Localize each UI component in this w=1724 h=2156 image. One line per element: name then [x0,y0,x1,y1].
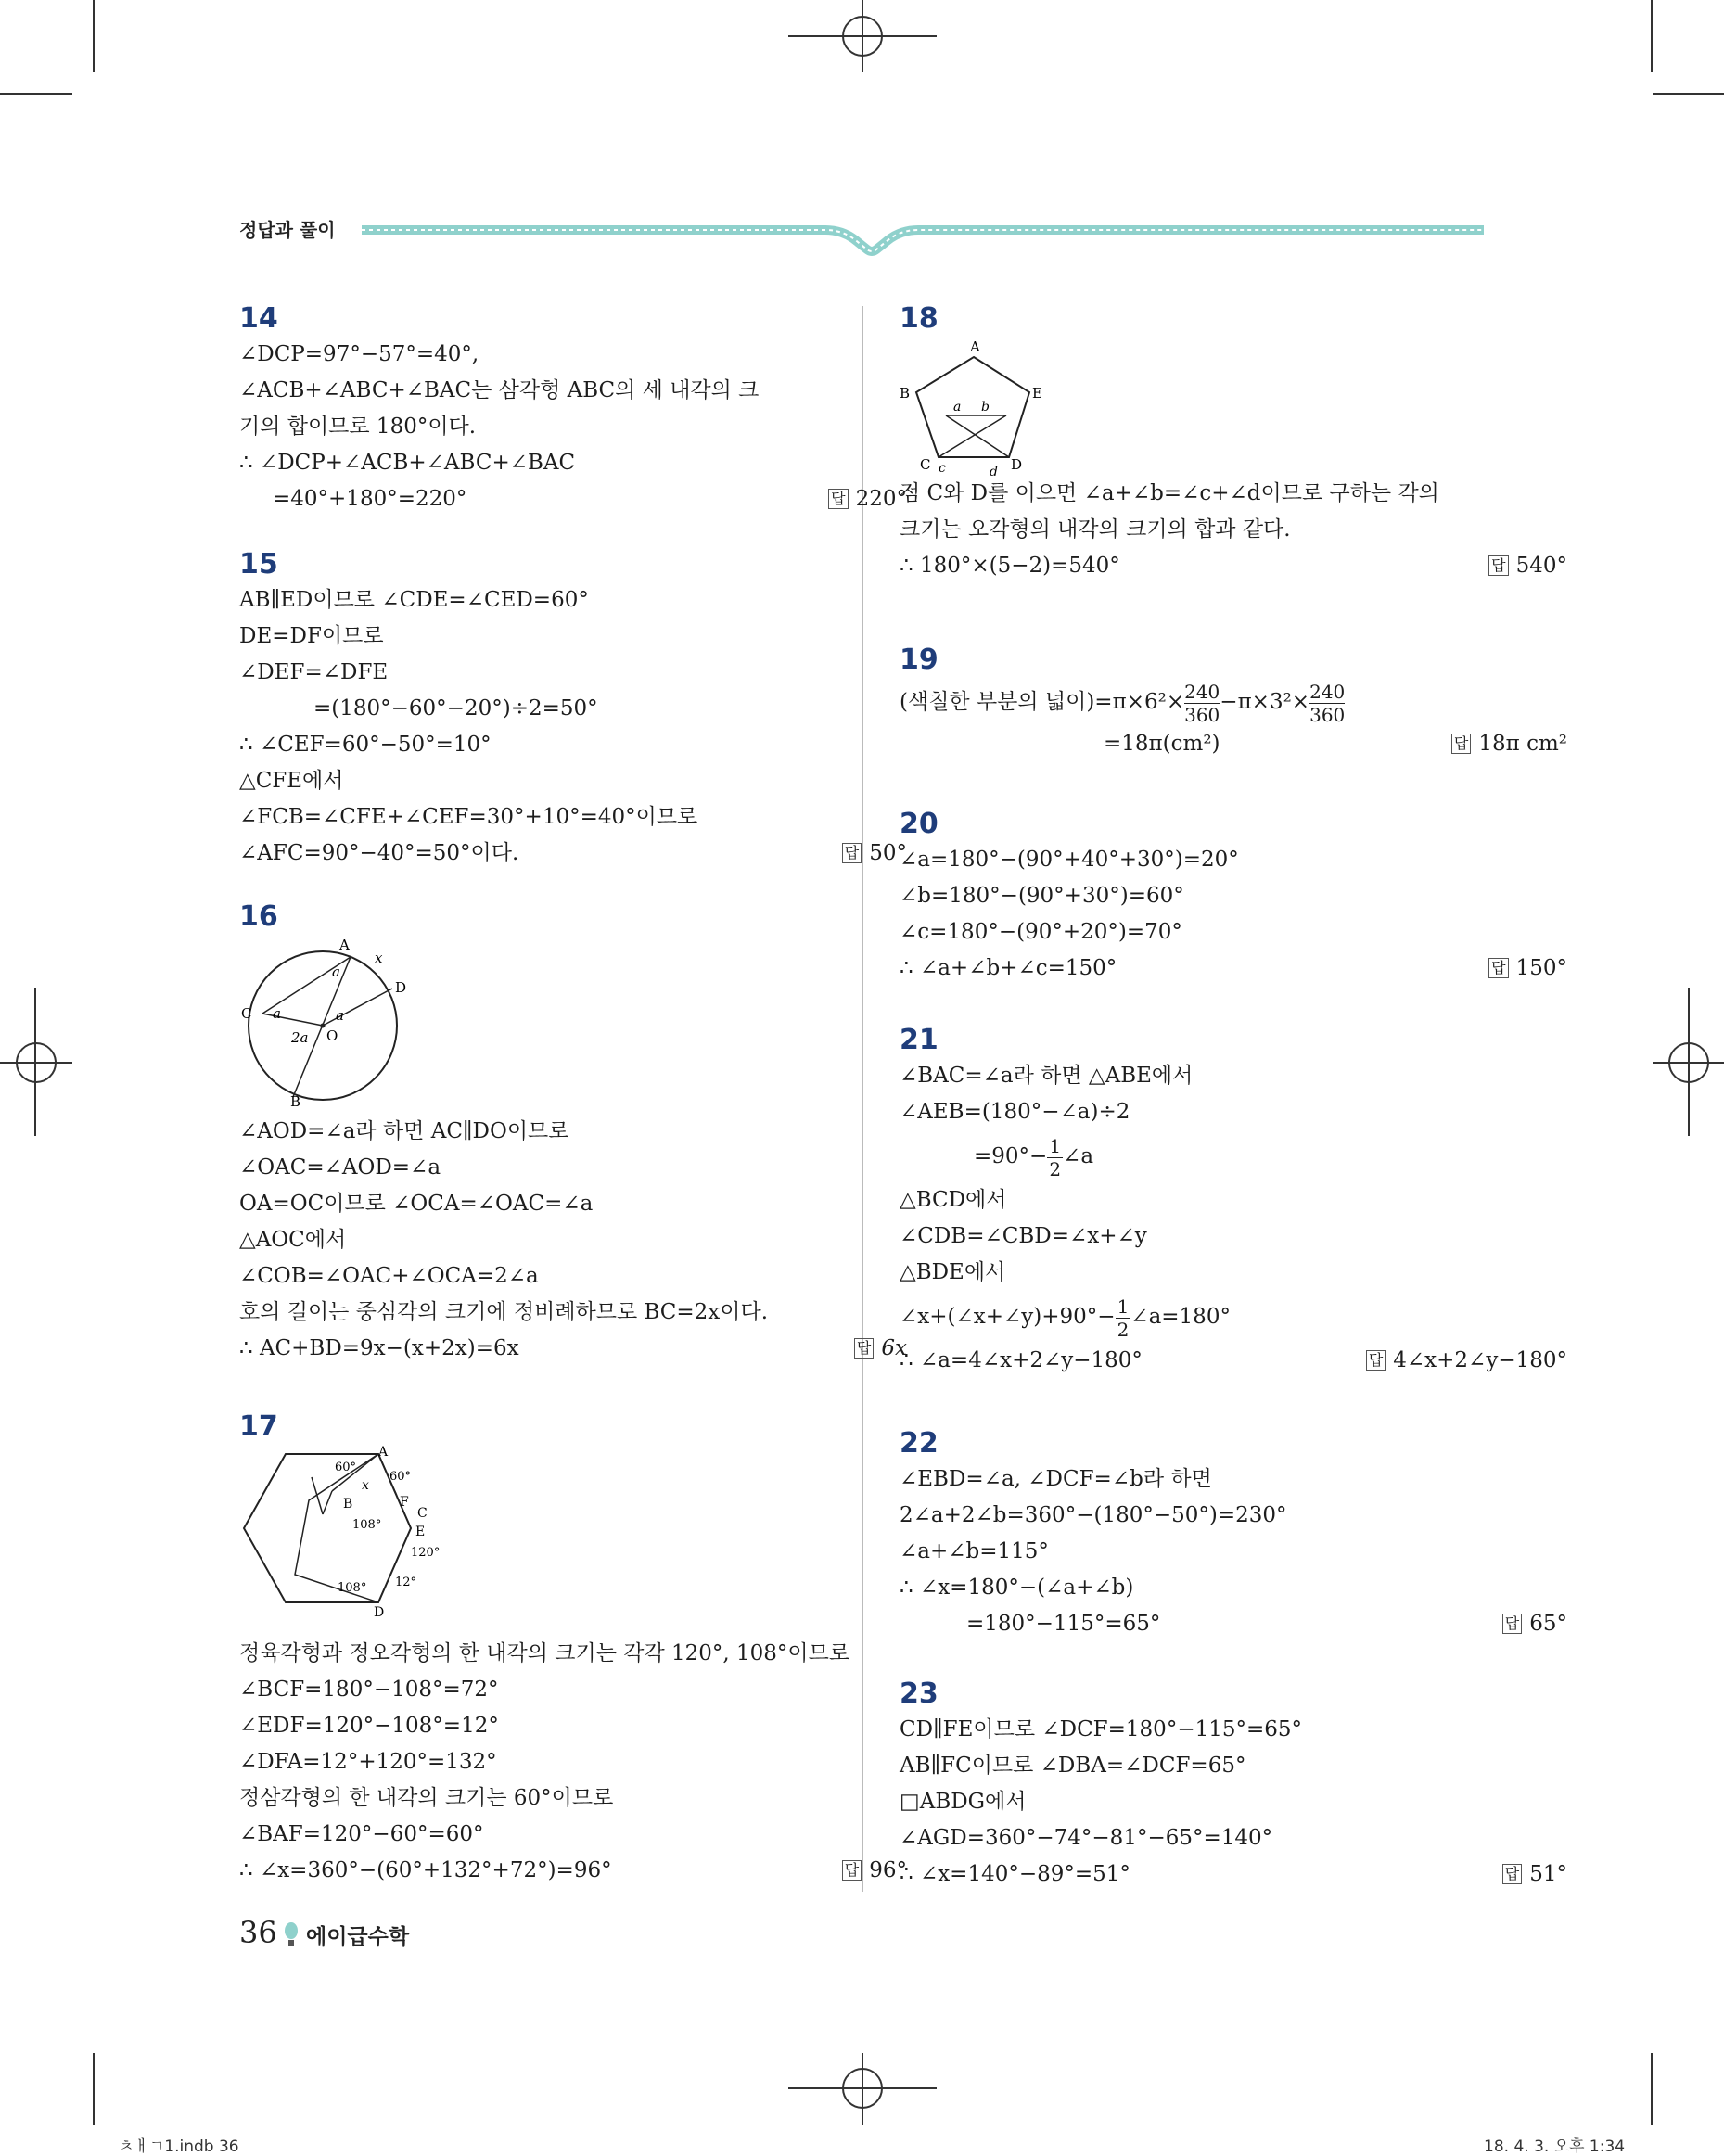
figure-label: a [336,1007,344,1024]
answer-value: 96° [869,1858,907,1882]
solution-text: ∠a=180° [1130,1305,1231,1329]
answer-mark: 답 [1451,734,1471,754]
answer [828,481,907,517]
answer [1488,548,1567,584]
solution-line [239,836,907,872]
solution-line [900,1606,1567,1642]
figure-label: E [1032,385,1042,402]
crop-mark [1653,93,1724,95]
solution-line: CD∥FE이므로 ∠DCF=180°−115°=65° [900,1717,1303,1741]
solution-text: ∠x+(∠x+∠y)+90°− [900,1305,1116,1329]
answer-mark: 답 [842,1860,862,1881]
solution-line: ∠FCB=∠CFE+∠CEF=30°+10°=40°이므로 [239,805,698,829]
figure-label: B [900,385,911,402]
figure-label: x [362,1478,369,1493]
solution-line: 2∠a+2∠b=360°−(180°−50°)=230° [900,1503,1287,1527]
solution-line: ∠BAF=120°−60°=60° [239,1822,484,1846]
circle-figure [239,935,425,1106]
figure-label: A [970,338,980,355]
section-title: 정답과 풀이 [239,219,336,241]
solution-line: ∠ACB+∠ABC+∠BAC는 삼각형 ABC의 세 내각의 크 [239,378,760,402]
figure-label: a [953,400,962,415]
solution-line: ∠AEB=(180°−∠a)÷2 [900,1100,1130,1124]
answer [842,836,907,872]
figure-label: 108° [352,1518,382,1532]
figure-label: O [326,1027,338,1044]
solution-text: =18π(cm²) [1104,732,1220,756]
figure-label: B [343,1497,353,1512]
problem-14 [239,301,907,517]
problem-number: 18 [900,302,939,335]
solution-line: ∴ ∠CEF=60°−50°=10° [239,733,492,757]
problem-number: 19 [900,644,939,676]
answer-mark: 답 [854,1338,874,1359]
figure-label: C [241,1005,252,1022]
problem-number: 22 [900,1427,939,1460]
solution-line: ∠DCP=97°−57°=40°, [239,342,479,366]
figure-label: F [400,1495,409,1510]
fraction-denominator: 2 [1049,1157,1062,1180]
solution-line: ∠BCF=180°−108°=72° [239,1678,499,1702]
problem-19 [900,643,1567,762]
problem-15 [239,547,907,872]
figure-label: 108° [338,1581,367,1595]
hexagon-pentagon-figure [239,1445,462,1630]
answer-value: 6x [881,1336,907,1360]
solution-line: △BCD에서 [900,1188,1007,1212]
solution-line [900,1291,1567,1343]
crop-mark [1651,2053,1653,2125]
answer-mark: 답 [1502,1864,1522,1884]
solution-line: ∠DFA=12°+120°=132° [239,1750,497,1774]
solution-line: 기의 합이므로 180°이다. [239,415,477,439]
solution-line: □ABDG에서 [900,1790,1027,1814]
solution-line: ∠EBD=∠a, ∠DCF=∠b라 하면 [900,1467,1212,1491]
solution-text: =180°−115°=65° [966,1612,1161,1636]
solution-line: ∠BAC=∠a라 하면 △ABE에서 [900,1064,1194,1088]
figure-label: D [1011,456,1023,473]
solution-line: ∠AGD=360°−74°−81°−65°=140° [900,1826,1273,1850]
solution-line: ∠c=180°−(90°+20°)=70° [900,920,1182,944]
solution-text: (색칠한 부분의 넓이)=π×6²× [900,690,1185,714]
figure-label: A [339,937,350,953]
crop-mark [93,0,95,72]
answer-value: 540° [1515,554,1567,578]
problem-number: 20 [900,808,939,840]
fraction [1309,681,1345,726]
solution-line: ∠a+∠b=115° [900,1539,1049,1563]
figure-label: D [395,979,407,996]
problem-23 [900,1677,1567,1893]
crop-mark [0,93,72,95]
problem-number: 14 [239,302,278,335]
figure-label: a [273,1005,281,1022]
solution-text: ∴ AC+BD=9x−(x+2x)=6x [239,1336,519,1360]
figure-label: C [417,1506,428,1521]
figure-label: C [920,456,931,473]
answer-value: 4∠x+2∠y−180° [1393,1348,1567,1372]
solution-line [900,1343,1567,1379]
fraction [1047,1135,1063,1180]
header-rule [362,211,1484,258]
fraction [1116,1295,1131,1341]
figure-label: 120° [411,1546,441,1560]
figure-label: c [939,461,946,476]
pentagon-figure [900,337,1057,476]
solution-line [900,950,1567,987]
fraction-numerator: 1 [1117,1295,1130,1318]
solution-line: AB∥FC이므로 ∠DBA=∠DCF=65° [900,1754,1246,1778]
answer-value: 150° [1515,956,1567,980]
solution-text: ∴ 180°×(5−2)=540° [900,554,1120,578]
figure-label: E [415,1525,426,1539]
print-slug-file: ㅊㅐㄱ1.indb 36 [119,2137,239,2156]
solution-line: 점 C와 D를 이으면 ∠a+∠b=∠c+∠d이므로 구하는 각의 [900,481,1439,505]
solution-text: ∴ ∠x=140°−89°=51° [900,1862,1130,1886]
figure-label: x [375,950,383,966]
figure-label: a [332,963,340,980]
solution-line: ∠OAC=∠AOD=∠a [239,1155,441,1180]
figure-label: d [990,465,998,476]
figure-label: D [374,1605,385,1620]
solution-text: −π×3²× [1220,690,1310,714]
solution-text: ∴ ∠x=360°−(60°+132°+72°)=96° [239,1858,612,1882]
solution-line [900,726,1567,762]
fraction-denominator: 360 [1309,703,1346,726]
fraction [1184,681,1220,726]
solution-line [900,1130,1567,1182]
figure-label: A [378,1445,389,1460]
print-slug-date: 18. 4. 3. 오후 1:34 [1484,2137,1626,2156]
problem-20 [900,807,1567,987]
answer [1502,1856,1567,1893]
solution-line: 정육각형과 정오각형의 한 내각의 크기는 각각 120°, 108°이므로 [239,1641,850,1665]
solution-line [900,548,1567,584]
fraction-numerator: 240 [1309,680,1346,703]
crop-mark [1651,0,1653,72]
answer-mark: 답 [1366,1350,1386,1371]
solution-line: ∠a=180°−(90°+40°+30°)=20° [900,848,1239,872]
problem-21 [900,1023,1567,1379]
solution-text: ∠a [1063,1144,1094,1168]
answer [1488,950,1567,987]
solution-line: OA=OC이므로 ∠OCA=∠OAC=∠a [239,1192,594,1216]
solution-line: DE=DF이므로 [239,624,384,648]
solution-line: ∠CDB=∠CBD=∠x+∠y [900,1224,1147,1248]
solution-text: =40°+180°=220° [273,487,467,511]
solution-line: △AOC에서 [239,1228,347,1252]
solution-line [900,678,1567,726]
registration-mark [842,2068,883,2109]
problem-17 [239,1410,907,1889]
solution-line: ∴ ∠DCP+∠ACB+∠ABC+∠BAC [239,451,576,475]
answer-value: 18π cm² [1478,732,1567,756]
solution-text: ∴ ∠a+∠b+∠c=150° [900,956,1117,980]
brand-name: 에이급수학 [306,1925,410,1949]
solution-line [239,1331,907,1367]
answer-mark: 답 [842,843,862,863]
solution-line: ∴ ∠x=180°−(∠a+∠b) [900,1576,1134,1600]
figure-label: b [981,400,990,415]
problem-number: 16 [239,900,278,933]
solution-line: 정삼각형의 한 내각의 크기는 60°이므로 [239,1786,614,1810]
solution-line [900,1856,1567,1893]
answer-mark: 답 [1488,958,1508,978]
figure-label: 60° [335,1461,357,1474]
solution-line: 호의 길이는 중심각의 크기에 정비례하므로 BC=2x이다. [239,1300,769,1324]
fraction-numerator: 240 [1184,680,1220,703]
registration-mark [16,1042,57,1083]
figure-label: 2a [291,1029,309,1046]
fraction-numerator: 1 [1049,1134,1062,1157]
answer-value: 51° [1529,1862,1567,1886]
page-number: 36 [239,1915,277,1950]
figure-label: 12° [395,1576,417,1589]
answer-value: 220° [855,487,907,511]
solution-line: AB∥ED이므로 ∠CDE=∠CED=60° [239,588,589,612]
problem-number: 23 [900,1678,939,1710]
registration-mark [842,16,883,57]
solution-line: ∠DEF=∠DFE [239,660,389,684]
solution-line: △BDE에서 [900,1260,1006,1284]
solution-line: ∠b=180°−(90°+30°)=60° [900,884,1184,908]
solution-line [239,1853,907,1889]
problem-number: 21 [900,1024,939,1056]
answer [1502,1606,1567,1642]
crop-mark [93,2053,95,2125]
fraction-denominator: 360 [1184,703,1220,726]
answer-mark: 답 [828,489,848,509]
answer [842,1853,907,1889]
solution-line: ∠COB=∠OAC+∠OCA=2∠a [239,1264,539,1288]
answer-mark: 답 [1502,1614,1522,1634]
solution-text: ∠AFC=90°−40°=50°이다. [239,841,519,865]
solution-line: =(180°−60°−20°)÷2=50° [313,696,598,721]
answer-value: 50° [869,841,907,865]
answer-value: 65° [1529,1612,1567,1636]
solution-line: 크기는 오각형의 내각의 크기의 합과 같다. [900,517,1291,542]
answer [1451,726,1567,762]
problem-22 [900,1426,1567,1642]
figure-label: B [290,1093,301,1106]
solution-line: △CFE에서 [239,769,344,793]
answer [1366,1343,1567,1379]
figure-label: 60° [389,1470,412,1484]
registration-mark [1668,1042,1709,1083]
solution-line: ∠AOD=∠a라 하면 AC∥DO이므로 [239,1119,569,1143]
brand-icon [284,1921,299,1947]
fraction-denominator: 2 [1117,1318,1130,1341]
answer-mark: 답 [1488,555,1508,576]
problem-number: 15 [239,548,278,580]
solution-line: ∠EDF=120°−108°=12° [239,1714,499,1738]
solution-text: =90°− [974,1144,1048,1168]
solution-line [239,481,907,517]
problem-number: 17 [239,1410,278,1443]
solution-text: ∴ ∠a=4∠x+2∠y−180° [900,1348,1143,1372]
problem-16 [239,899,907,1367]
problem-18 [900,301,1567,584]
